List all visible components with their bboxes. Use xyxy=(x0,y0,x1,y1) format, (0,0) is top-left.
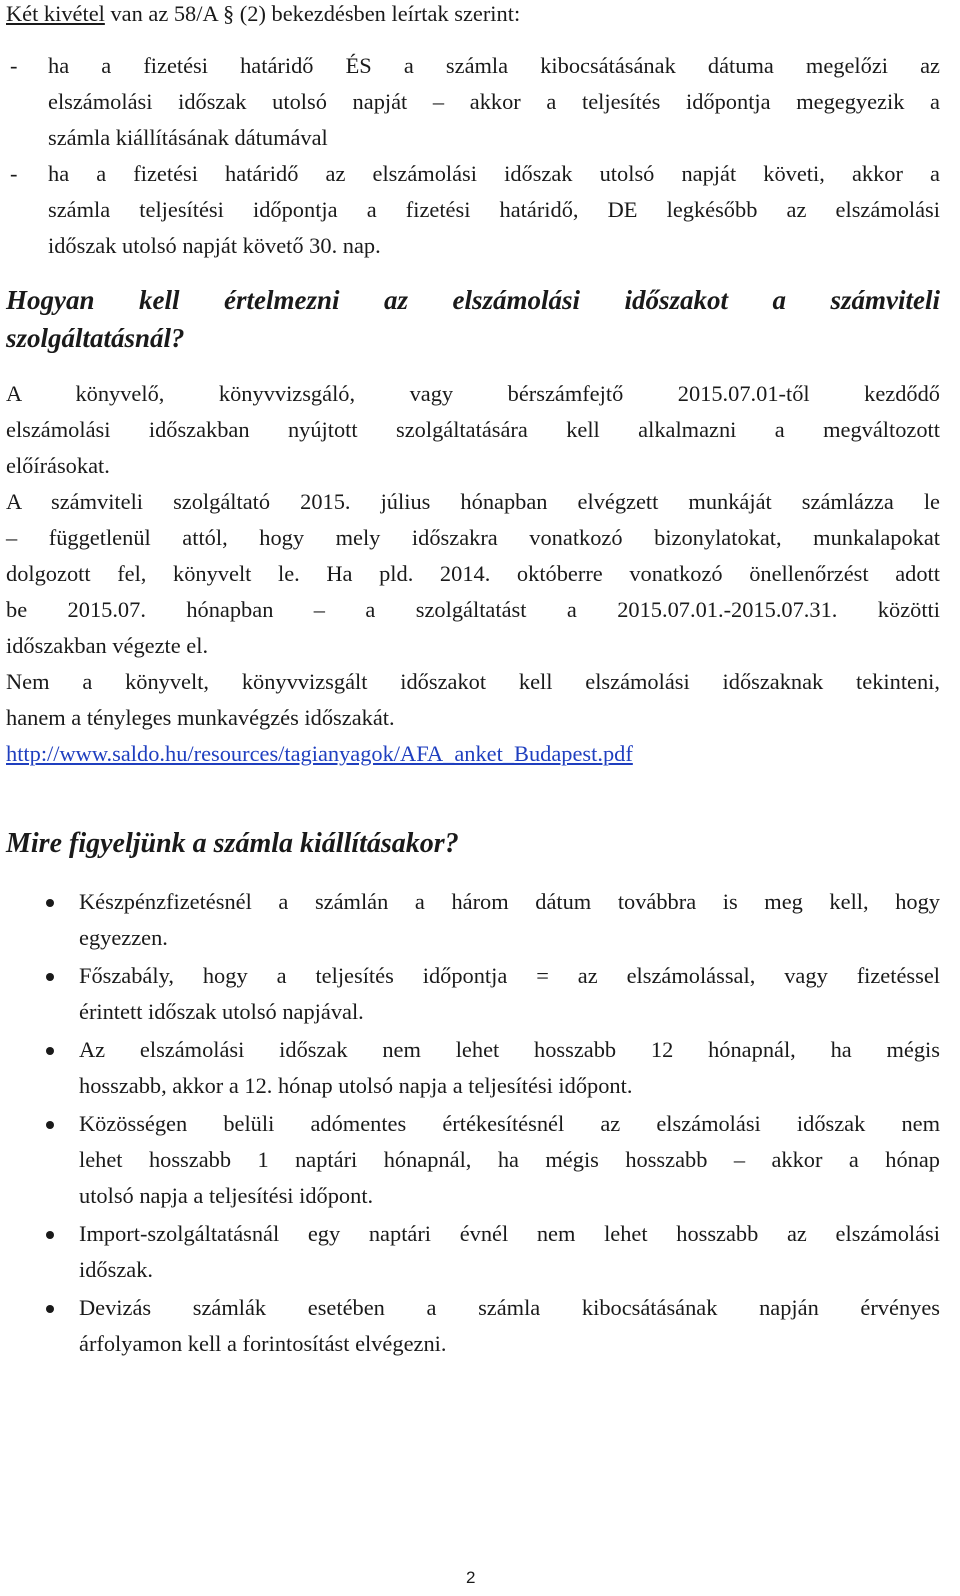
exception-item-2-line-1: ha a fizetési határidő az elszámolási időszak utolsó napját követi, akkor a xyxy=(48,161,940,186)
exception-item-2-line-3: időszak utolsó napját követő 30. nap. xyxy=(48,233,381,258)
bullet-icon xyxy=(46,1121,54,1129)
bullet-item-1-line-1: Készpénzfizetésnél a számlán a három dátum továbbra is meg kell, hogy xyxy=(79,889,940,914)
bullet-item-5-line-1: Import-szolgáltatásnál egy naptári évnél nem lehet hosszabb az elszámolási xyxy=(79,1221,940,1246)
exception-marker: - xyxy=(10,161,18,186)
intro-line xyxy=(6,0,520,28)
bullet-icon xyxy=(46,899,54,907)
bullet-item-4-line-2: lehet hosszabb 1 naptári hónapnál, ha mégis hosszabb – akkor a hónap xyxy=(79,1147,940,1172)
answer-p2-line-4: be 2015.07. hónapban – a szolgáltatást a 2015.07.01.-2015.07.31. közötti xyxy=(6,597,940,622)
question-heading-line-2: szolgáltatásnál? xyxy=(6,323,185,353)
answer-p1-line-2: elszámolási időszakban nyújtott szolgáltatására kell alkalmazni a megváltozott xyxy=(6,417,940,442)
bullet-item-2-line-2: érintett időszak utolsó napjával. xyxy=(79,999,364,1024)
intro-text: van az 58/A § (2) bekezdésben leírtak szerint: xyxy=(104,1,521,26)
source-link[interactable]: http://www.saldo.hu/resources/tagianyagok/AFA_anket_Budapest.pdf xyxy=(6,741,633,766)
bullet-item-3-line-1: Az elszámolási időszak nem lehet hosszabb 12 hónapnál, ha mégis xyxy=(79,1037,940,1062)
bullet-icon xyxy=(46,1231,54,1239)
exception-item-1-line-1: ha a fizetési határidő ÉS a számla kibocsátásának dátuma megelőzi az xyxy=(48,53,940,78)
answer-p2-line-2: – függetlenül attól, hogy mely időszakra vonatkozó bizonylatokat, munkalapokat xyxy=(6,525,940,550)
answer-p3-line-2: hanem a tényleges munkavégzés időszakát. xyxy=(6,705,395,730)
section-heading: Mire figyeljünk a számla kiállításakor? xyxy=(6,828,459,859)
exception-item-1-line-2: elszámolási időszak utolsó napját – akkor a teljesítés időpontja megegyezik a xyxy=(48,89,940,114)
answer-p1-line-1: A könyvelő, könyvvizsgáló, vagy bérszámfejtő 2015.07.01-től kezdődő xyxy=(6,381,940,406)
answer-p3-line-1: Nem a könyvelt, könyvvizsgált időszakot kell elszámolási időszaknak tekinteni, xyxy=(6,669,940,694)
bullet-item-4-line-1: Közösségen belüli adómentes értékesítésnél az elszámolási időszak nem xyxy=(79,1111,940,1136)
bullet-item-3-line-2: hosszabb, akkor a 12. hónap utolsó napja a teljesítési időpont. xyxy=(79,1073,633,1098)
bullet-item-1-line-2: egyezzen. xyxy=(79,925,168,950)
question-heading-line-1: Hogyan kell értelmezni az elszámolási időszakot a számviteli xyxy=(6,285,940,315)
source-link-line xyxy=(6,740,633,768)
bullet-icon xyxy=(46,1305,54,1313)
bullet-item-6-line-2: árfolyamon kell a forintosítást elvégezni. xyxy=(79,1331,447,1356)
bullet-item-5-line-2: időszak. xyxy=(79,1257,153,1282)
page-number: 2 xyxy=(466,1568,476,1587)
answer-p2-line-1: A számviteli szolgáltató 2015. július hónapban elvégzett munkáját számlázza le xyxy=(6,489,940,514)
exceptions-link: Két kivétel xyxy=(6,1,105,26)
exception-item-1-line-3: számla kiállításának dátumával xyxy=(48,125,328,150)
bullet-icon xyxy=(46,973,54,981)
exception-marker: - xyxy=(10,53,18,78)
exception-item-2-line-2: számla teljesítési időpontja a fizetési határidő, DE legkésőbb az elszámolási xyxy=(48,197,940,222)
bullet-item-4-line-3: utolsó napja a teljesítési időpont. xyxy=(79,1183,374,1208)
bullet-icon xyxy=(46,1047,54,1055)
answer-p2-line-3: dolgozott fel, könyvelt le. Ha pld. 2014. októberre vonatkozó önellenőrzést adott xyxy=(6,561,940,586)
answer-p1-line-3: előírásokat. xyxy=(6,453,110,478)
bullet-item-2-line-1: Főszabály, hogy a teljesítés időpontja = az elszámolással, vagy fizetéssel xyxy=(79,963,940,988)
answer-p2-line-5: időszakban végezte el. xyxy=(6,633,209,658)
bullet-item-6-line-1: Devizás számlák esetében a számla kibocsátásának napján érvényes xyxy=(79,1295,940,1320)
